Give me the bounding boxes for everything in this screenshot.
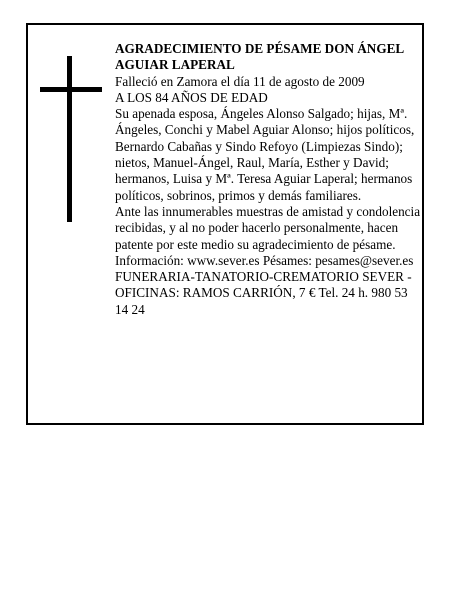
info-line: Información: www.sever.es Pésames: pesames@sever.es [115,252,414,268]
cross-icon [40,56,102,222]
cross-vertical-bar [67,56,72,222]
obituary-notice [26,23,424,425]
thanks-paragraph: Ante las innumerables muestras de amistad y condolencia recibidas, y al no poder hacerlo personalmente, hacen patente por este medio su agradecimiento de pésame. [115,203,421,252]
notice-text [115,41,423,318]
funeral-home-line: FUNERARIA-TANATORIO-CREMATORIO SEVER - OFICINAS: RAMOS CARRIÓN, 7 € Tel. 24 h. 980 53 14 24 [115,269,412,317]
notice-title: AGRADECIMIENTO DE PÉSAME DON ÁNGEL AGUIAR LAPERAL [115,41,404,73]
family-paragraph: Su apenada esposa, Ángeles Alonso Salgado; hijas, Mª. Ángeles, Conchi y Mabel Aguiar Alonso; hijos políticos, Bernardo Cabañas y Sindo Refoyo (Limpiezas Sindo); nietos, Manuel-Ángel, Raul, María, Esther y David; hermanos, Luisa y Mª. Teresa Aguiar Laperal; hermanos políticos, sobrinos, primos y demás familiares. [115,106,415,203]
age-line: A LOS 84 AÑOS DE EDAD [115,89,268,105]
death-line: Falleció en Zamora el día 11 de agosto de 2009 [115,73,365,89]
cross-horizontal-bar [40,87,102,92]
